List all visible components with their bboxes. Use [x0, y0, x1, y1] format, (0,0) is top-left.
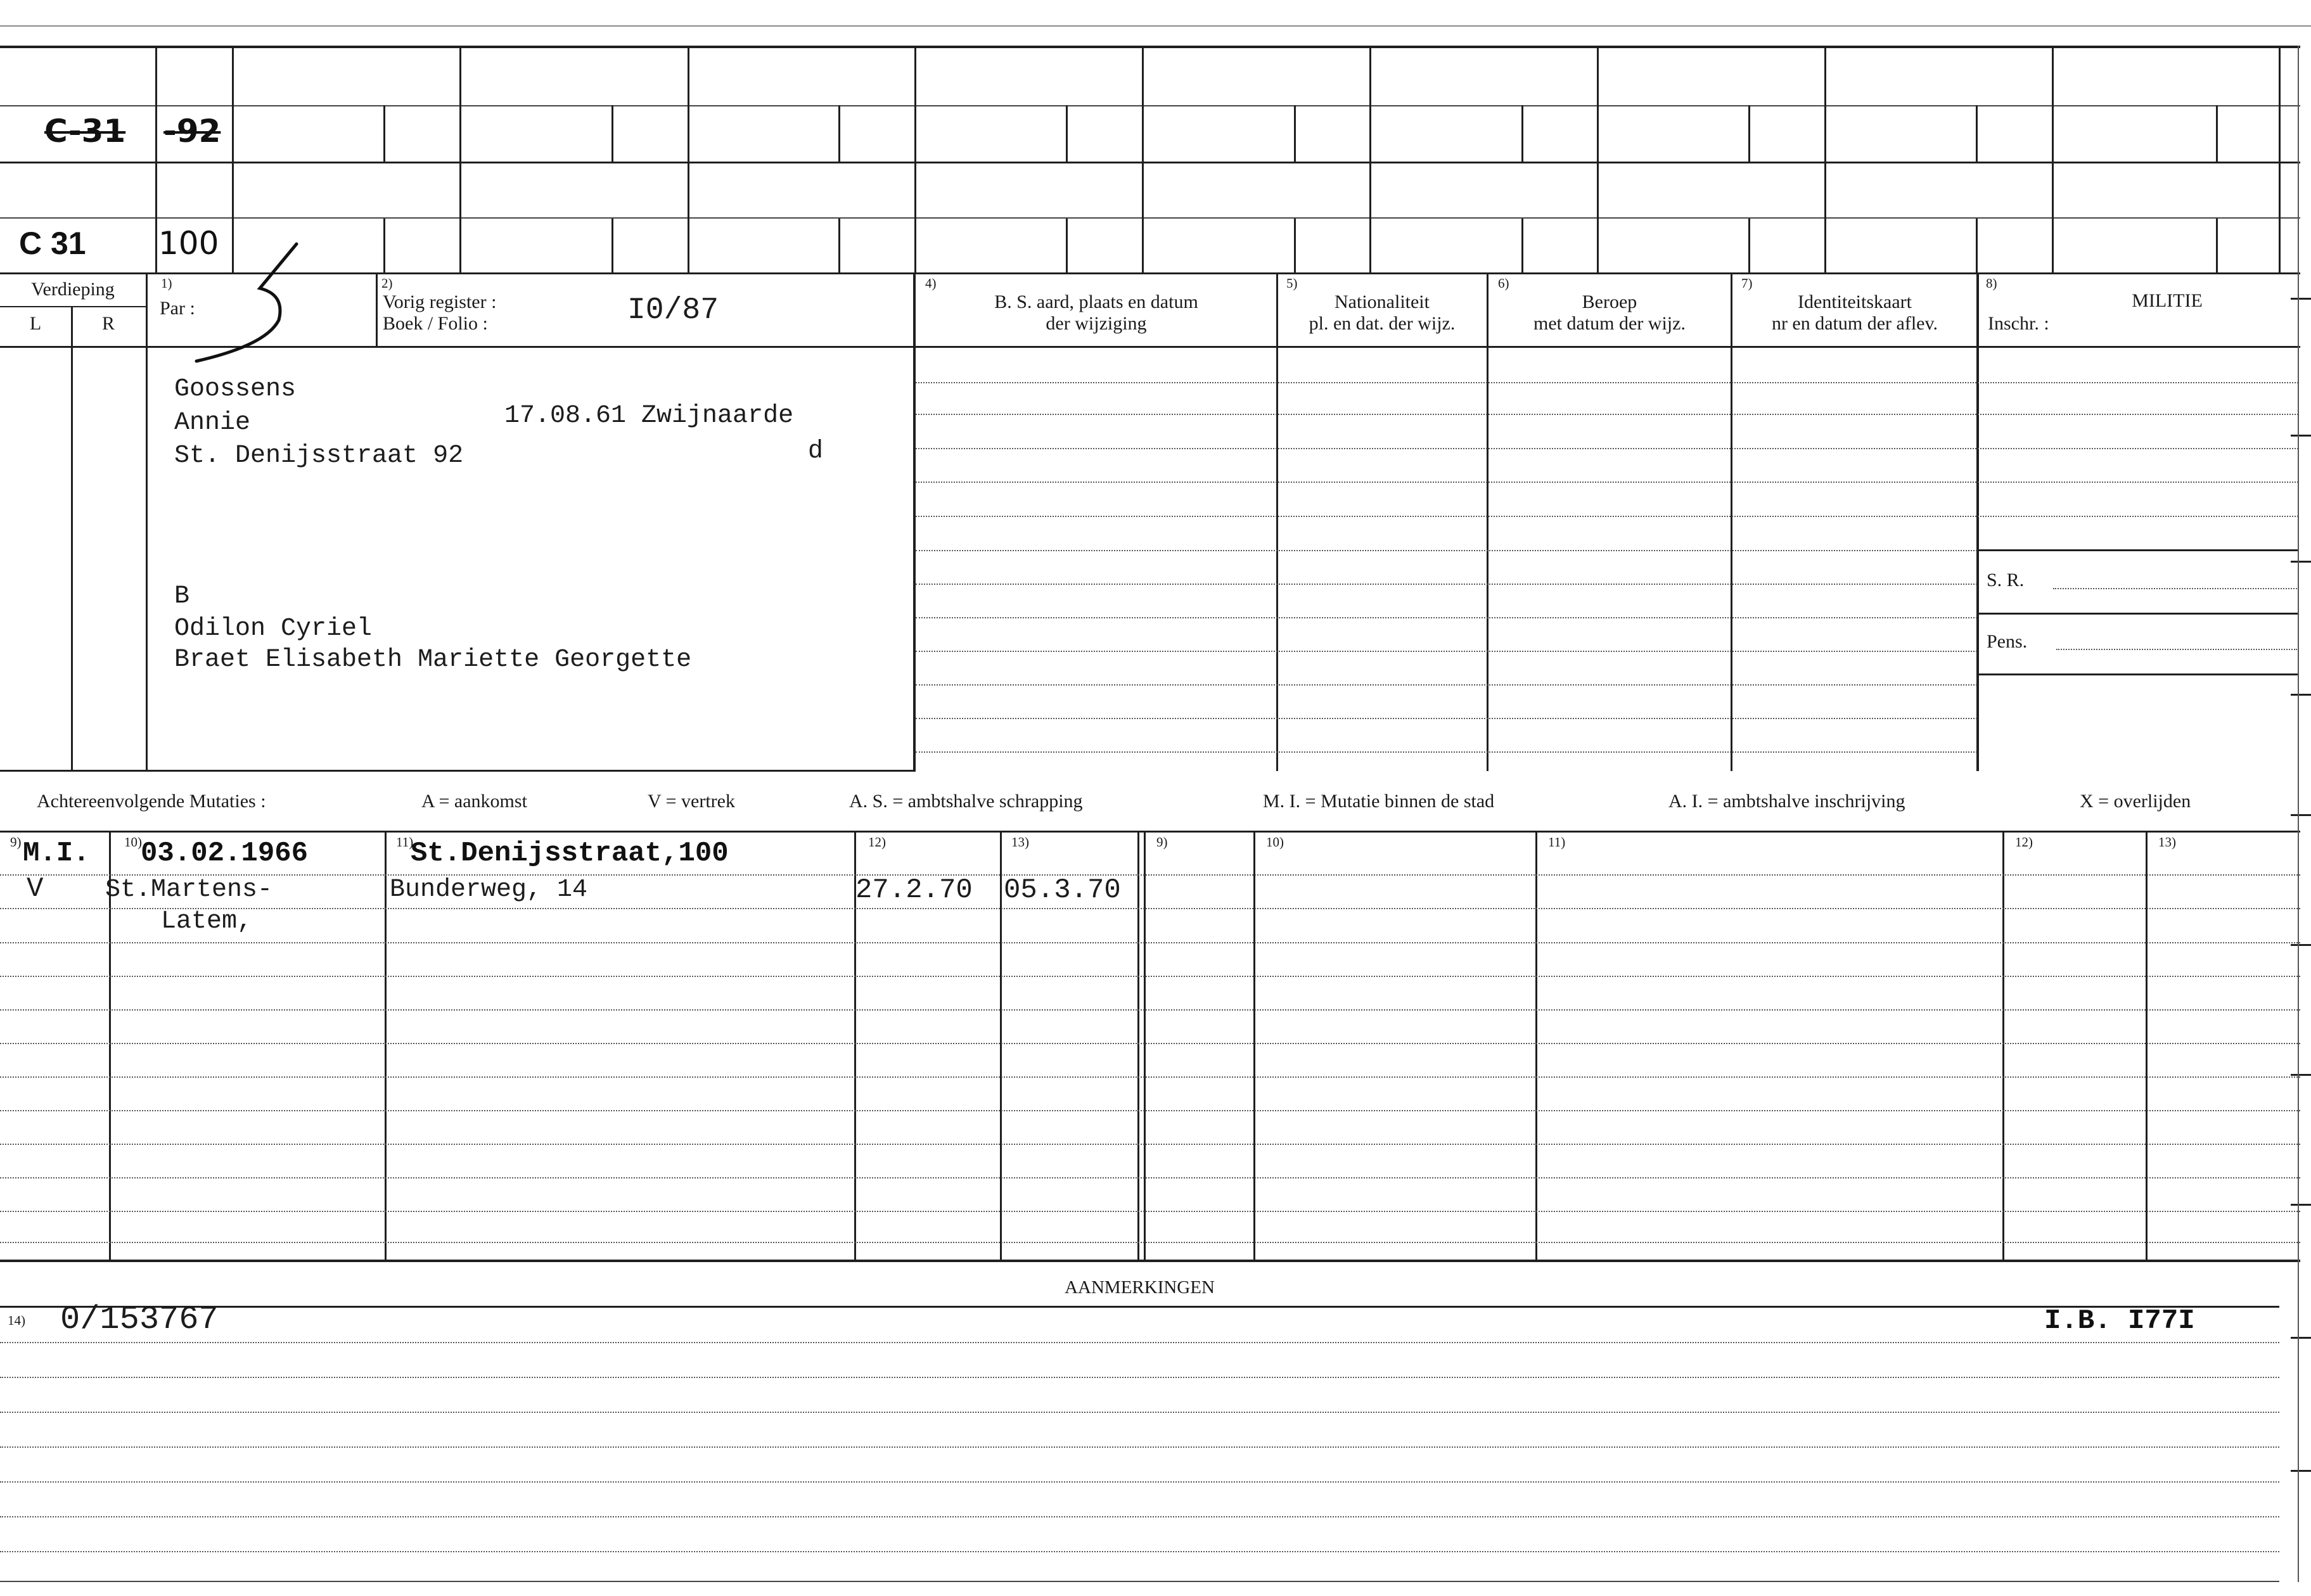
person-birth: 17.08.61 Zwijnaarde [504, 402, 794, 430]
verdieping-l-label: L [29, 313, 42, 334]
top-border [0, 46, 2300, 48]
vorig-number: 2) [381, 276, 393, 291]
beroep-number: 6) [1498, 276, 1509, 291]
militie-pens-label: Pens. [1987, 631, 2028, 652]
militie-sr-label: S. R. [1987, 570, 2025, 591]
legend-inschrijving: A. I. = ambtshalve inschrijving [1668, 791, 1905, 812]
mut-col-13-header: 13) [1011, 834, 1029, 850]
mut-col-10-header: 10) [124, 834, 142, 850]
verdieping-label: Verdieping [31, 279, 115, 300]
mut-col-9-header: 9) [10, 834, 22, 850]
id-number: 7) [1741, 276, 1753, 291]
mutation-1-address: St.Denijsstraat,100 [411, 838, 729, 869]
militie-pens-line [2056, 649, 2297, 650]
id-header-line1: Identiteitskaart [1798, 291, 1912, 312]
boek-folio-label: Boek / Folio : [383, 313, 488, 334]
legend-mutatie: M. I. = Mutatie binnen de stad [1263, 791, 1495, 812]
nat-number: 5) [1286, 276, 1298, 291]
verdieping-r-label: R [101, 313, 115, 334]
scan-edge-line [0, 25, 2311, 27]
mutation-2-place-line2: Latem, [161, 907, 253, 936]
legend-aankomst: A = aankomst [421, 791, 527, 812]
remarks-ib: I.B. I77I [2044, 1305, 2195, 1337]
mutation-1-date: 03.02.1966 [141, 838, 309, 869]
mut-col-13b-header: 13) [2158, 834, 2176, 850]
mutation-2-address: Bunderweg, 14 [390, 876, 588, 904]
par-number: 1) [161, 276, 172, 291]
legend-overlijden: X = overlijden [2080, 791, 2191, 812]
remarks-top-line [0, 1306, 2279, 1308]
mutation-2-type: V [27, 873, 44, 905]
nat-header-line2: pl. en dat. der wijz. [1309, 313, 1456, 334]
remarks-title: AANMERKINGEN [1065, 1277, 1215, 1298]
mutation-2-date-12: 27.2.70 [855, 874, 973, 906]
remarks-number: 14) [8, 1313, 25, 1328]
vorig-register-label: Vorig register : [383, 291, 497, 312]
mut-col-11-header: 11) [396, 834, 414, 850]
person-sex: d [808, 437, 824, 466]
par-handwritten-mark [190, 241, 317, 367]
old-number-code: -92 [163, 113, 221, 150]
beroep-header-line2: met datum der wijz. [1533, 313, 1686, 334]
militie-inschr-label: Inschr. : [1988, 313, 2049, 334]
beroep-header-line1: Beroep [1582, 291, 1637, 312]
militie-sr-line [2053, 588, 2297, 589]
mutation-2-place: St.Martens- [105, 876, 273, 904]
legend-vertrek: V = vertrek [648, 791, 735, 812]
militie-number: 8) [1986, 276, 1997, 291]
legend-title: Achtereenvolgende Mutaties : [37, 791, 266, 812]
bs-header-line2: der wijziging [1046, 313, 1147, 334]
legend-schrapping: A. S. = ambtshalve schrapping [849, 791, 1083, 812]
person-area-bottom [0, 770, 916, 772]
remarks-value: 0/153767 [60, 1301, 219, 1338]
mut-col-10b-header: 10) [1266, 834, 1284, 850]
mut-col-9b-header: 9) [1156, 834, 1168, 850]
militie-title: MILITIE [2132, 290, 2203, 311]
bs-header-line1: B. S. aard, plaats en datum [994, 291, 1198, 312]
id-header-line2: nr en datum der aflev. [1771, 313, 1938, 334]
new-section-code: C 31 [19, 226, 86, 261]
new-number-code: 100 [158, 225, 219, 262]
par-label: Par : [160, 298, 195, 319]
person-mother: Braet Elisabeth Mariette Georgette [174, 646, 692, 674]
mut-col-12-header: 12) [868, 834, 886, 850]
mut-col-11b-header: 11) [1548, 834, 1566, 850]
mutation-1-type: M.I. [23, 838, 90, 869]
mutation-2-date-13: 05.3.70 [1004, 874, 1121, 906]
nat-header-line1: Nationaliteit [1335, 291, 1430, 312]
person-surname: Goossens [174, 375, 297, 404]
person-firstname: Annie [174, 409, 251, 437]
old-section-code: C-31 [44, 113, 126, 150]
person-street: St. Denijsstraat 92 [174, 442, 464, 470]
person-father: Odilon Cyriel [174, 615, 373, 643]
bs-number: 4) [925, 276, 937, 291]
person-mark: B [174, 582, 190, 611]
mut-col-12b-header: 12) [2015, 834, 2033, 850]
boek-folio-value: I0/87 [627, 293, 719, 328]
